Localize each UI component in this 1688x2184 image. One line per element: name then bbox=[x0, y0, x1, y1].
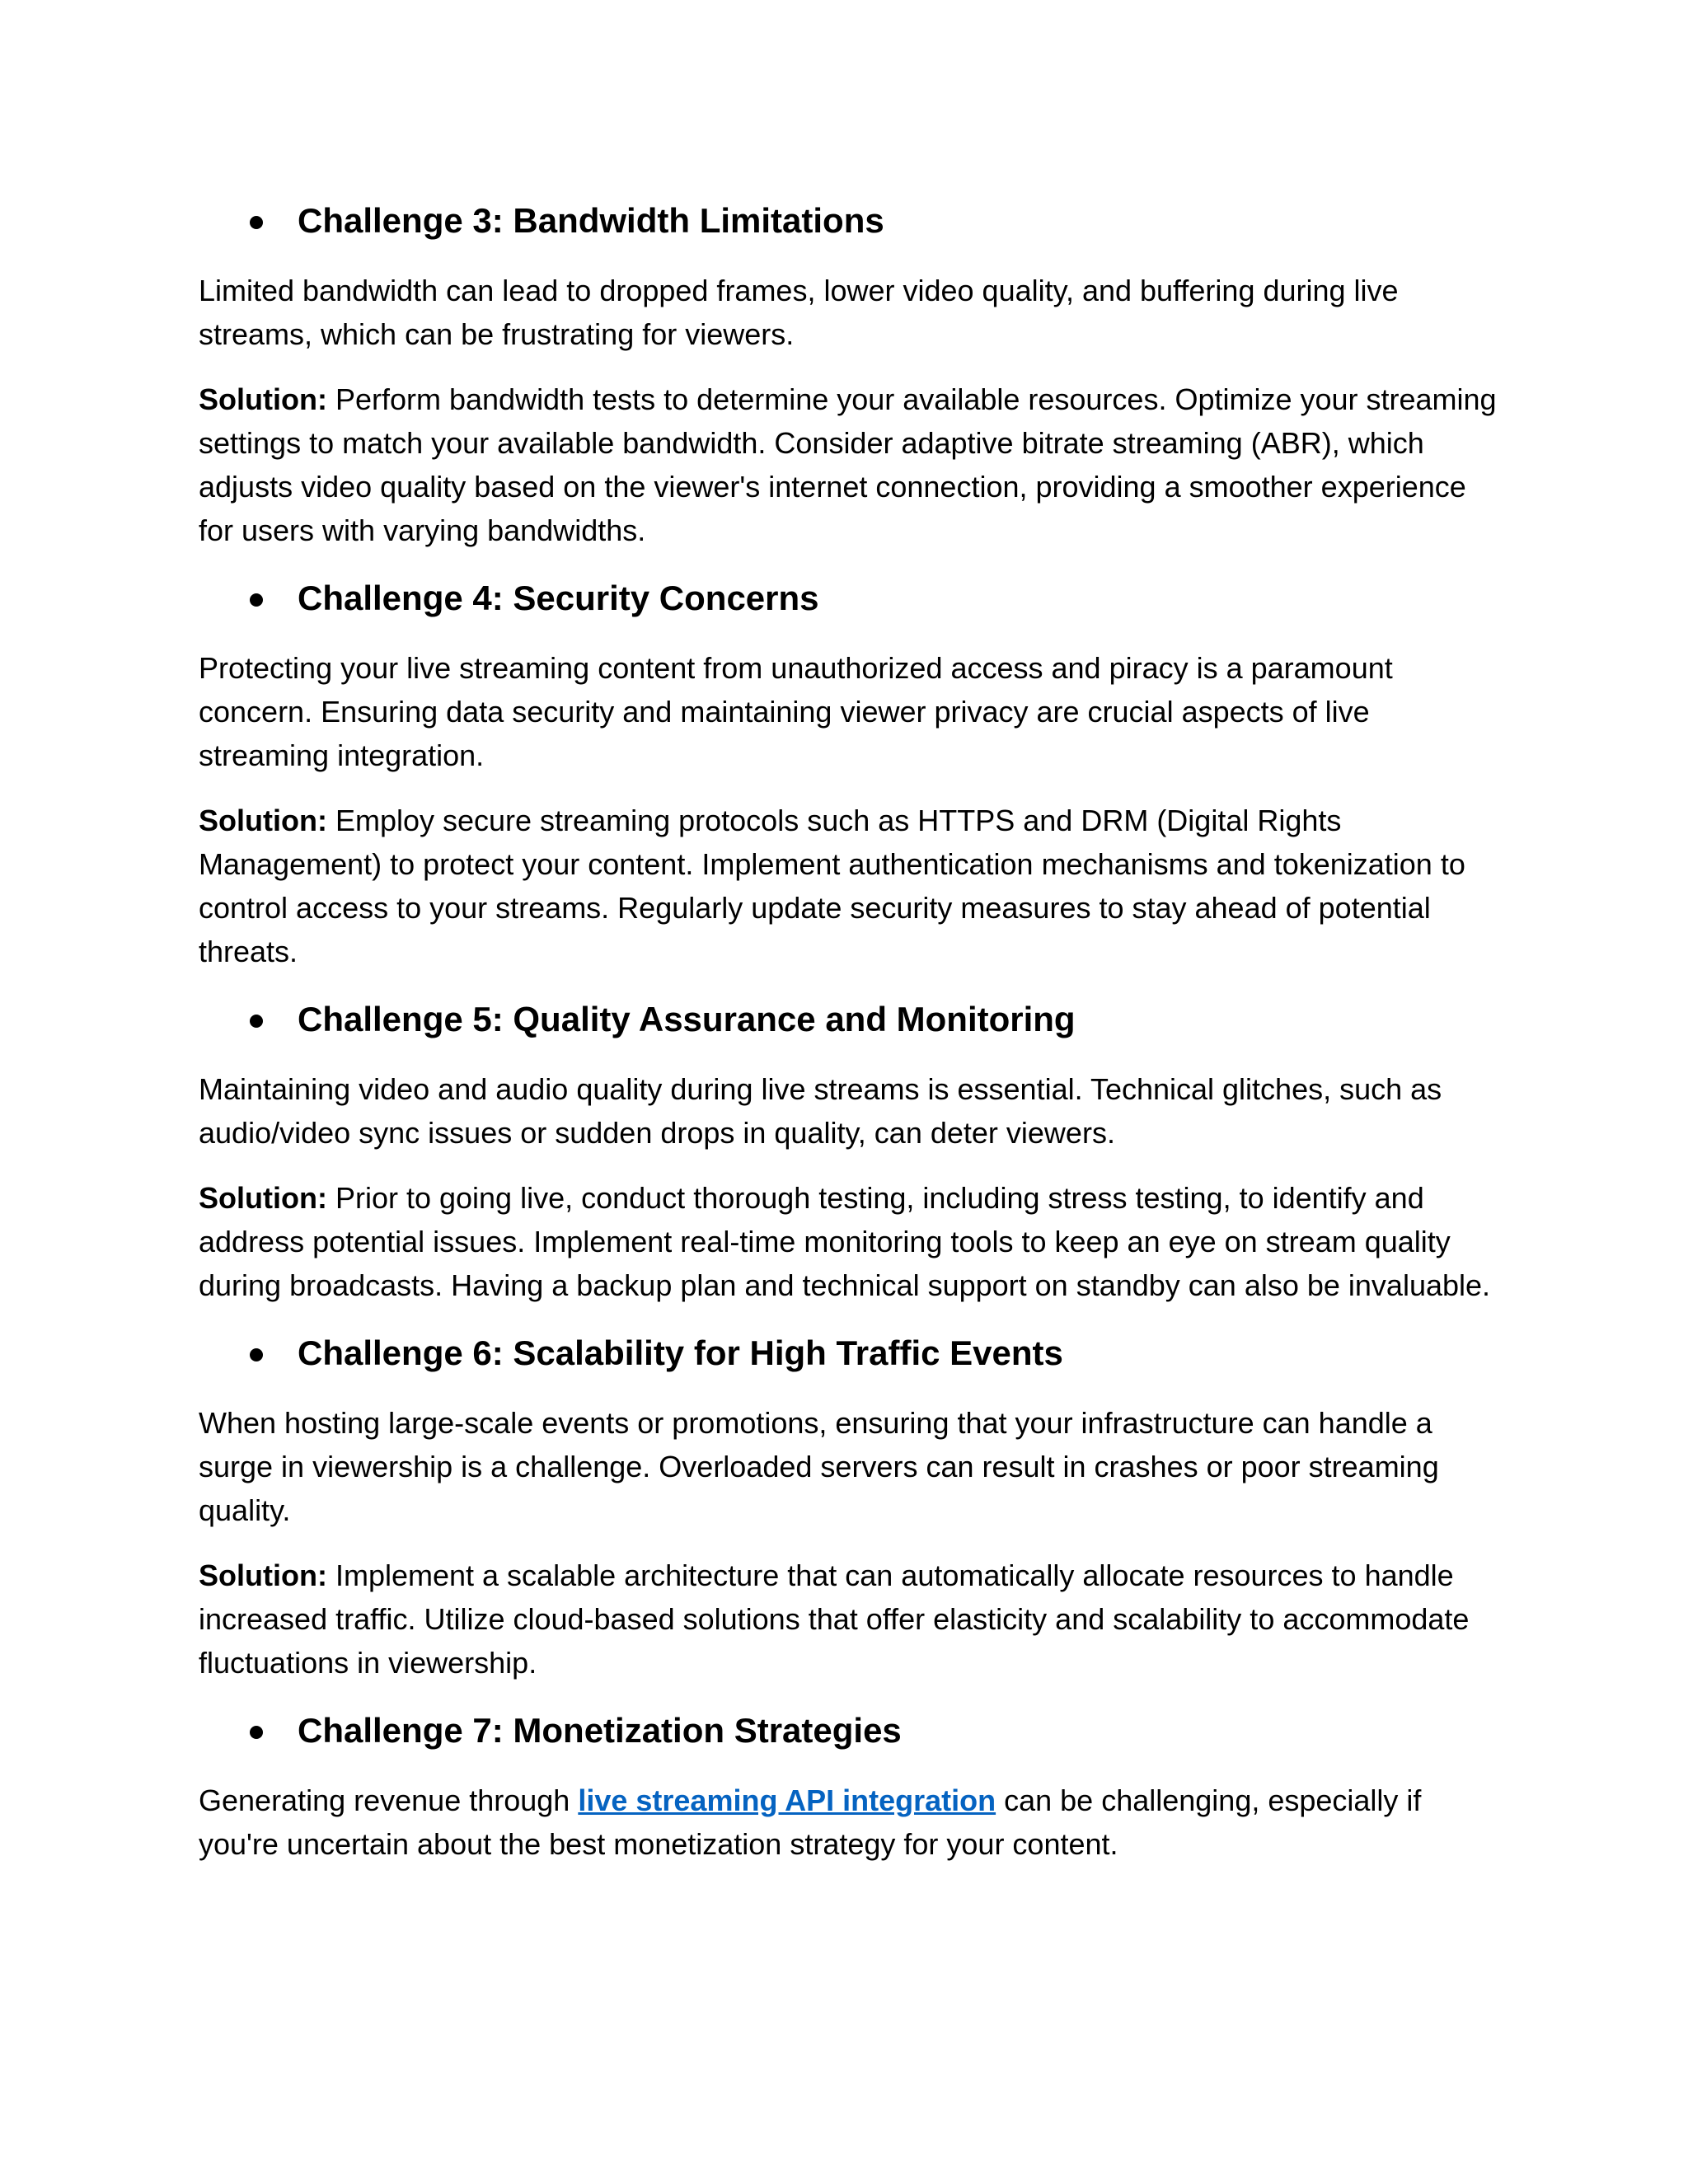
challenge-4-solution bbox=[199, 799, 1501, 973]
bullet-icon bbox=[250, 1015, 263, 1028]
bullet-icon bbox=[250, 1726, 263, 1739]
description-after-link: can be challenging, especially if you're uncertain about the best monetization strategy for your content. bbox=[199, 1783, 1422, 1861]
bullet-icon bbox=[250, 593, 263, 607]
challenge-3-section bbox=[199, 196, 1501, 552]
challenge-6-solution bbox=[199, 1554, 1501, 1685]
solution-label: Solution: bbox=[199, 1558, 327, 1592]
challenge-5-heading bbox=[199, 995, 1501, 1044]
solution-text: Perform bandwidth tests to determine your available resources. Optimize your streaming settings to match your available bandwidth. Consider adaptive bitrate streaming (ABR), which adjusts video quality based on the viewer's internet connection, providing a smoother experience for users with varying bandwidths. bbox=[199, 382, 1497, 547]
challenge-5-solution bbox=[199, 1176, 1501, 1307]
challenge-7-heading bbox=[199, 1706, 1501, 1755]
live-streaming-api-link[interactable]: live streaming API integration bbox=[578, 1783, 996, 1817]
challenge-3-solution bbox=[199, 377, 1501, 552]
solution-text: Prior to going live, conduct thorough testing, including stress testing, to identify and address potential issues. Implement real-time monitoring tools to keep an eye on stream quality during broadcasts. Having a backup plan and technical support on standby can also be invaluable. bbox=[199, 1181, 1491, 1302]
document-content bbox=[199, 196, 1501, 1887]
challenge-3-heading-text: Challenge 3: Bandwidth Limitations bbox=[298, 201, 884, 240]
challenge-5-heading-text: Challenge 5: Quality Assurance and Monitoring bbox=[298, 1000, 1076, 1038]
challenge-4-heading bbox=[199, 574, 1501, 623]
solution-label: Solution: bbox=[199, 1181, 327, 1215]
challenge-7-section bbox=[199, 1706, 1501, 1866]
challenge-3-description: Limited bandwidth can lead to dropped frames, lower video quality, and buffering during live streams, which can be frustrating for viewers. bbox=[199, 274, 1399, 351]
challenge-3-heading bbox=[199, 196, 1501, 246]
solution-label: Solution: bbox=[199, 804, 327, 837]
challenge-5-description: Maintaining video and audio quality during live streams is essential. Technical glitches, such as audio/video sync issues or sudden drops in quality, can deter viewers. bbox=[199, 1072, 1442, 1150]
challenge-7-description bbox=[199, 1779, 1501, 1866]
challenge-6-heading bbox=[199, 1329, 1501, 1378]
challenge-4-heading-text: Challenge 4: Security Concerns bbox=[298, 579, 819, 617]
challenge-4-section bbox=[199, 574, 1501, 973]
challenge-6-description: When hosting large-scale events or promotions, ensuring that your infrastructure can handle a surge in viewership is a challenge. Overloaded servers can result in crashes or poor streaming quality. bbox=[199, 1406, 1439, 1527]
challenge-4-description: Protecting your live streaming content from unauthorized access and piracy is a paramount concern. Ensuring data security and maintaining viewer privacy are crucial aspects of live streaming integration. bbox=[199, 651, 1393, 772]
challenge-6-heading-text: Challenge 6: Scalability for High Traffic Events bbox=[298, 1333, 1063, 1372]
bullet-icon bbox=[250, 1348, 263, 1361]
solution-label: Solution: bbox=[199, 382, 327, 416]
bullet-icon bbox=[250, 216, 263, 229]
challenge-7-heading-text: Challenge 7: Monetization Strategies bbox=[298, 1711, 902, 1750]
solution-text: Implement a scalable architecture that can automatically allocate resources to handle increased traffic. Utilize cloud-based solutions that offer elasticity and scalability to accommodate fluctuations in viewership. bbox=[199, 1558, 1470, 1680]
description-before-link: Generating revenue through bbox=[199, 1783, 579, 1817]
challenge-6-section bbox=[199, 1329, 1501, 1685]
solution-text: Employ secure streaming protocols such as HTTPS and DRM (Digital Rights Management) to protect your content. Implement authentication mechanisms and tokenization to control access to your streams. Regularly update security measures to stay ahead of potential threats. bbox=[199, 804, 1465, 968]
challenge-5-section bbox=[199, 995, 1501, 1307]
